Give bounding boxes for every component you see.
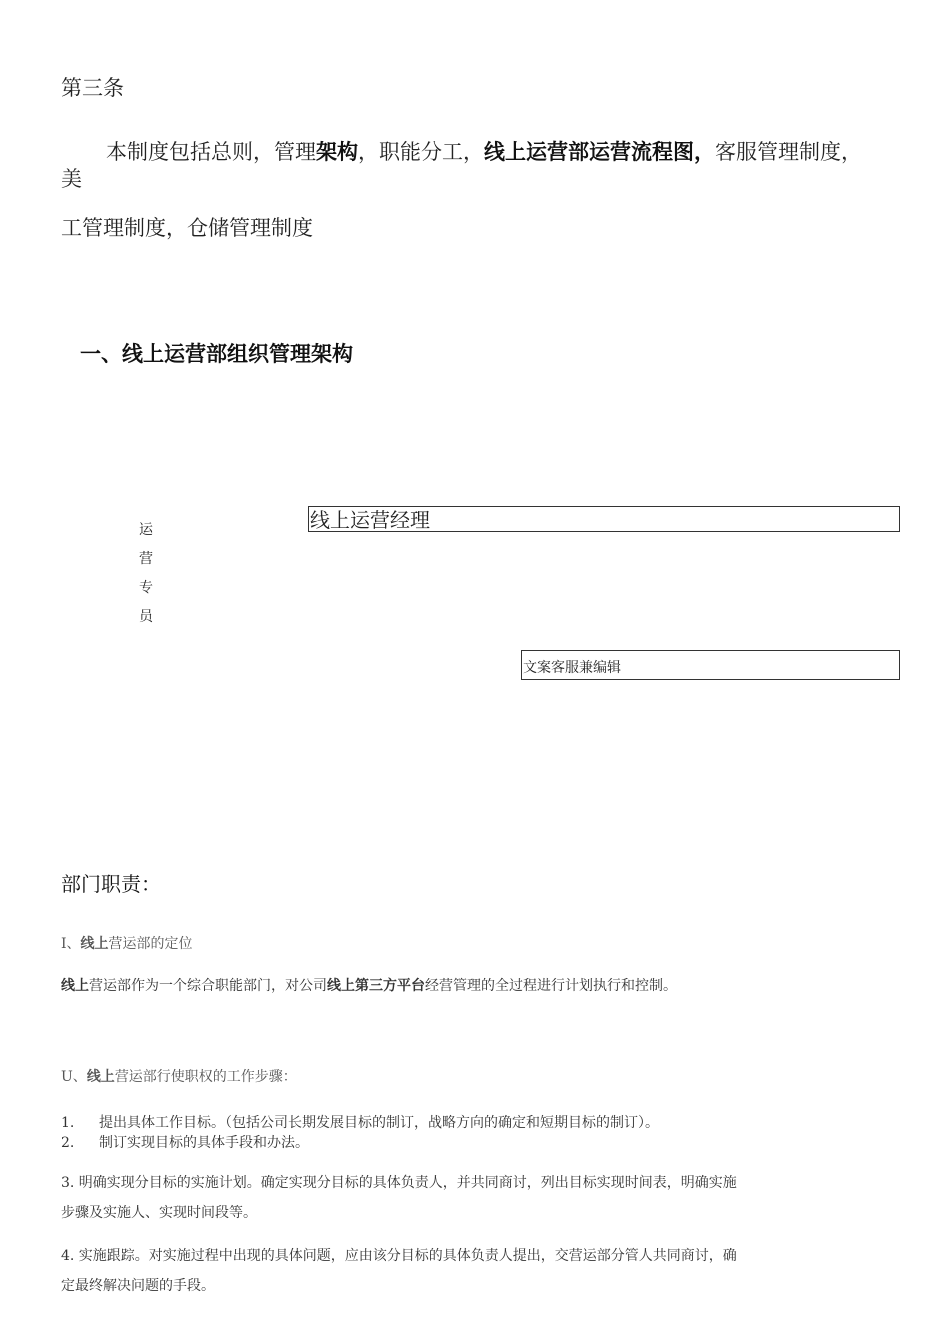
article-heading: 第三条	[61, 76, 124, 100]
heading-prefix: U、	[61, 1069, 87, 1085]
step-number: 1.	[61, 1115, 75, 1131]
vertical-char: 营	[139, 551, 153, 567]
intro-paragraph-wrap: 美	[61, 167, 82, 191]
step-4-line-2: 定最终解决问题的手段。	[61, 1278, 215, 1294]
body-text: 经营管理的全过程进行计划执行和控制。	[425, 978, 677, 994]
vertical-char: 运	[139, 522, 153, 538]
section-title: 一、线上运营部组织管理架构	[80, 342, 353, 366]
intro-text-2: ，职能分工，	[358, 140, 484, 164]
heading-bold: 线上	[80, 936, 109, 952]
positioning-heading	[61, 933, 193, 953]
step-number: 2.	[61, 1135, 75, 1151]
intro-bold-structure: 架构	[316, 140, 358, 164]
intro-paragraph-line-2: 工管理制度，仓储管理制度	[61, 216, 313, 240]
org-chart-manager-box: 线上运营经理	[308, 506, 900, 532]
heading-rest: 营运部的定位	[108, 936, 193, 952]
step-2	[61, 1132, 309, 1152]
intro-text-3: 客服管理制度，	[715, 140, 862, 164]
work-steps-heading	[61, 1066, 297, 1086]
vertical-char: 员	[139, 609, 153, 625]
body-bold: 线上第三方平台	[327, 978, 425, 994]
step-1	[61, 1112, 659, 1132]
step-text: 提出具体工作目标。（包括公司长期发展目标的制订，战略方向的确定和短期目标的制订）。	[99, 1115, 659, 1131]
heading-rest: 营运部行使职权的工作步骤：	[114, 1069, 297, 1085]
step-3-line-1: 3. 明确实现分目标的实施计划。确定实现分目标的具体负责人，并共同商讨，列出目标实现时间表，明确实施	[61, 1175, 737, 1191]
org-chart-operations-specialist-label	[136, 516, 156, 632]
org-chart-editor-box: 文案客服兼编辑	[521, 650, 900, 680]
intro-bold-flowchart: 线上运营部运营流程图，	[484, 140, 715, 164]
positioning-body	[61, 975, 677, 995]
step-3-line-2: 步骤及实施人、实现时间段等。	[61, 1205, 257, 1221]
vertical-char: 专	[139, 580, 153, 596]
heading-prefix: I、	[61, 936, 81, 952]
step-4-line-1: 4. 实施跟踪。对实施过程中出现的具体问题，应由该分目标的具体负责人提出，交营运部分管人共同商讨，确	[61, 1248, 737, 1264]
duties-title: 部门职责：	[61, 872, 161, 896]
heading-bold: 线上	[86, 1069, 115, 1085]
body-text: 营运部作为一个综合职能部门，对公司	[89, 978, 327, 994]
intro-text-1: 本制度包括总则，管理	[106, 140, 316, 164]
intro-paragraph-line-1	[106, 136, 862, 166]
body-bold: 线上	[61, 978, 89, 994]
step-text: 制订实现目标的具体手段和办法。	[99, 1135, 309, 1151]
